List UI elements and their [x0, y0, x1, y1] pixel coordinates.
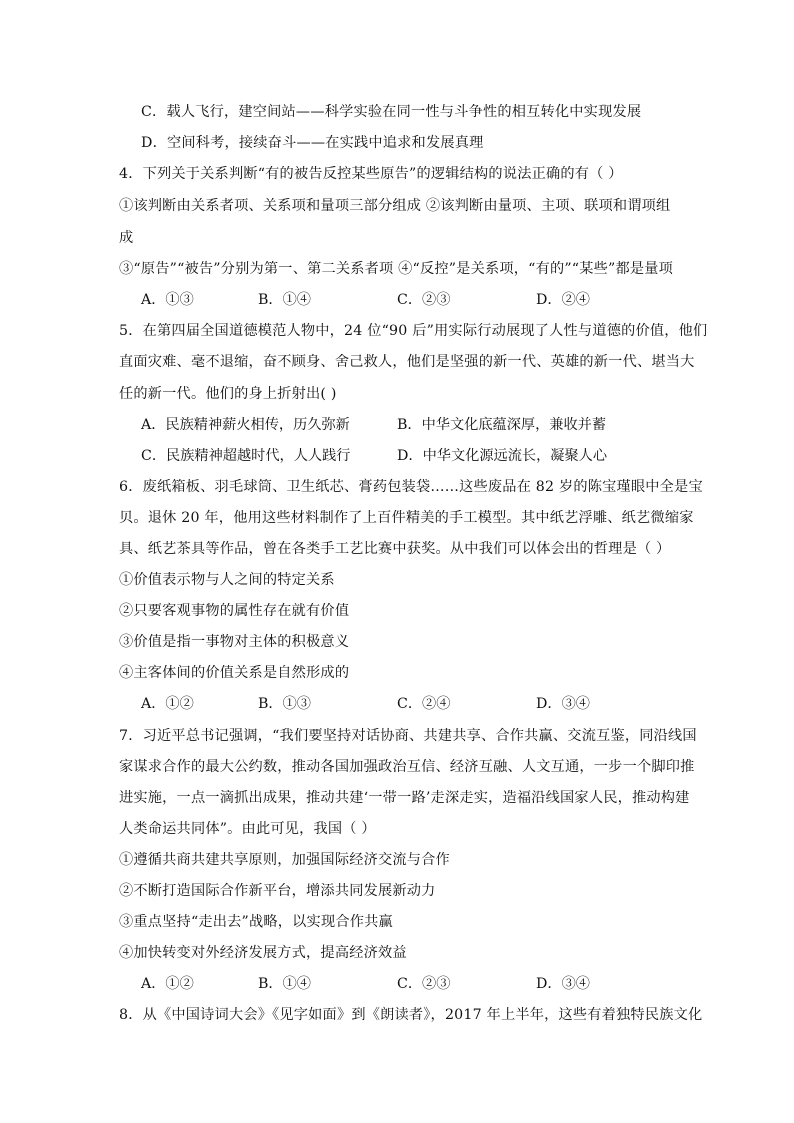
q6-item-3: ③价值是指一事物对主体的积极意义 [119, 634, 350, 650]
q6-stem-line1: 6．废纸箱板、羽毛球筒、卫生纸芯、膏药包装袋……这些废品在 82 岁的陈宝瑾眼中全是宝 [119, 479, 703, 495]
q5-options-row1 [0, 415, 794, 435]
q4-items-line3: ③“原告”“被告”分别为第一、第二关系者项 ④“反控”是关系项，“有的”“某些”都是量项 [119, 261, 674, 277]
q5-stem-line3: 任的新一代。他们的身上折射出( ) [119, 386, 337, 402]
q7-item-3: ③重点坚持“走出去”战略，以实现合作共赢 [119, 914, 393, 930]
q7-option-d: D．③④ [536, 976, 590, 992]
q5-stem-line1: 5．在第四届全国道德模范人物中，24 位“90 后”用实际行动展现了人性与道德的价值，他们 [119, 323, 708, 339]
q6-option-c: C．②④ [397, 696, 451, 712]
q5-option-a: A．民族精神薪火相传，历久弥新 [141, 417, 350, 433]
q3-option-d: D．空间科考，接续奋斗——在实践中追求和发展真理 [141, 135, 484, 151]
q6-option-d: D．③④ [536, 696, 590, 712]
q4-items-line1: ①该判断由关系者项、关系项和量项三部分组成 ②该判断由量项、主项、联项和谓项组 [119, 198, 671, 214]
q6-option-b: B．①③ [258, 696, 311, 712]
q4-items-line2: 成 [119, 230, 134, 246]
q5-stem-line2: 直面灾难、毫不退缩，奋不顾身、舍己救人，他们是坚强的新一代、英雄的新一代、堪当大 [119, 354, 695, 370]
q4-option-a: A．①③ [141, 292, 194, 308]
q7-option-a: A．①② [141, 976, 194, 992]
q7-stem-line4: 人类命运共同体”。由此可见，我国（ ） [119, 821, 376, 837]
q6-item-2: ②只要客观事物的属性存在就有价值 [119, 603, 350, 619]
q8-stem-line1: 8．从《中国诗词大会》《见字如面》到《朗读者》，2017 年上半年，这些有着独特民族文化 [119, 1007, 703, 1023]
q6-item-4: ④主客体间的价值关系是自然形成的 [119, 665, 350, 681]
q5-options-row2 [0, 446, 794, 466]
q5-option-c: C．民族精神超越时代，人人践行 [141, 448, 351, 464]
q7-item-2: ②不断打造国际合作新平台，增添共同发展新动力 [119, 883, 436, 899]
q6-stem-line3: 具、纸艺茶具等作品，曾在各类手工艺比赛中获奖。从中我们可以体会出的哲理是（ ） [119, 541, 671, 557]
q4-option-d: D．②④ [536, 292, 590, 308]
q4-options [0, 290, 794, 310]
q7-option-c: C．②③ [397, 976, 451, 992]
q7-options [0, 974, 794, 994]
q6-item-1: ①价值表示物与人之间的特定关系 [119, 572, 335, 588]
q6-option-a: A．①② [141, 696, 194, 712]
q4-option-c: C．②③ [397, 292, 451, 308]
q3-option-c: C．载人飞行，建空间站——科学实验在同一性与斗争性的相互转化中实现发展 [141, 104, 642, 120]
q4-option-b: B．①④ [258, 292, 311, 308]
q6-stem-line2: 贝。退休 20 年，他用这些材料制作了上百件精美的手工模型。其中纸艺浮雕、纸艺微缩家 [119, 510, 694, 526]
q6-options [0, 694, 794, 714]
q7-stem-line1: 7．习近平总书记强调，“我们要坚持对话协商、共建共享、合作共赢、交流互鉴，同沿线国 [119, 728, 697, 744]
q7-item-1: ①遵循共商共建共享原则，加强国际经济交流与合作 [119, 852, 450, 868]
q5-option-d: D．中华文化源远流长，凝聚人心 [397, 448, 608, 464]
q7-stem-line2: 家谋求合作的最大公约数，推动各国加强政治互信、经济互融、人文互通，一步一个脚印推 [119, 759, 695, 775]
q5-option-b: B．中华文化底蕴深厚，兼收并蓄 [397, 417, 607, 433]
q7-item-4: ④加快转变对外经济发展方式，提高经济效益 [119, 945, 407, 961]
q7-stem-line3: 进实施，一点一滴抓出成果，推动共建‘一带一路’走深走实，造福沿线国家人民，推动构建 [119, 790, 690, 806]
q4-stem: 4．下列关于关系判断“有的被告反控某些原告”的逻辑结构的说法正确的有（ ） [119, 166, 623, 182]
q7-option-b: B．①④ [258, 976, 311, 992]
